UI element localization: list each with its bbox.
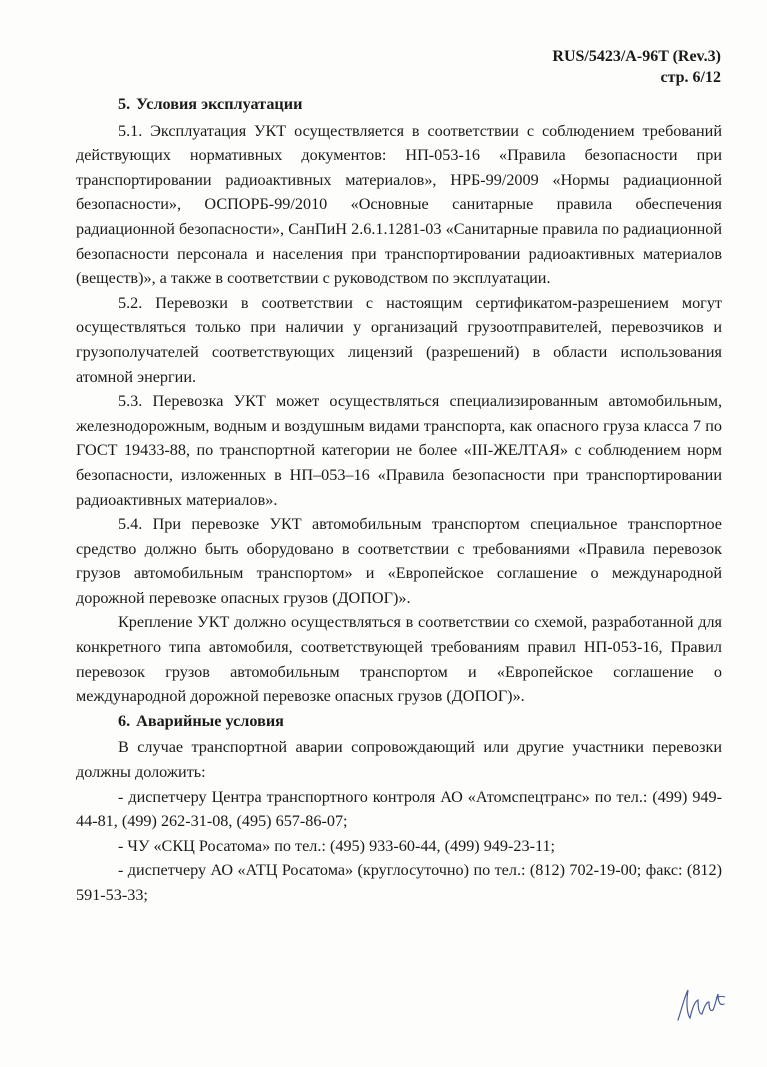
document-id: RUS/5423/A-96T (Rev.3) [552,48,721,65]
section-5-title: Условия эксплуатации [136,95,303,113]
page-header [552,46,721,88]
paragraph-5-1: 5.1. Эксплуатация УКТ осуществляется в соответствии с соблюдением требований действующих нормативных документов: НП-053-16 «Правила безопасности при транспортировании радиоактивных материалов», НРБ-99/2009 «Нормы радиационной безопасности», ОСПОРБ-99/2010 «Основные санитарные правила обеспечения радиационной безопасности», СанПиН 2.6.1.1281-03 «Санитарные правила по радиационной безопасности персонала и населения при транспортировании радиоактивных материалов (веществ)», а также в соответствии с руководством по эксплуатации. [76,121,722,288]
section-6-heading [118,709,722,734]
paragraph-5-3: 5.3. Перевозка УКТ может осуществляться специализированным автомобильным, железнодорожным, водным и воздушным видами транспорта, как опасного груза класса 7 по ГОСТ 19433-88, по транспортной категории не более «III-ЖЕЛТАЯ» с соблюдением норм безопасности, изложенных в НП–053–16 «Правила безопасности при транспортировании радиоактивных материалов». [76,392,722,509]
paragraph-6-1: В случае транспортной аварии сопровождающий или другие участники перевозки должны доложить: [76,738,722,782]
section-5-number: 5. [118,95,131,113]
paragraph-5-2: 5.2. Перевозки в соответствии с настоящим сертификатом-разрешением могут осуществляться только при наличии у организаций грузоотправителей, перевозчиков и грузополучателей соответствующих лицензий (разрешений) в области использования атомной энергии. [76,293,722,386]
section-6-title: Аварийные условия [136,711,284,730]
handwritten-signature [672,980,732,1028]
paragraph-6-2: - диспетчеру Центра транспортного контроля АО «Атомспецтранс» по тел.: (499) 949-44-81, (499) 262-31-08, (495) 657-86-07; [76,787,722,831]
paragraph-6-3: - ЧУ «СКЦ Росатома» по тел.: (495) 933-60-44, (499) 949-23-11; [118,836,556,855]
document-body [76,92,722,908]
section-6-number: 6. [118,711,131,730]
paragraph-5-4: 5.4. При перевозке УКТ автомобильным транспортом специальное транспортное средство должно быть оборудовано в соответствии с требованиями «Правила перевозок грузов автомобильным транспортом» и «Европейское соглашение о международной дорожной перевозке опасных грузов (ДОПОГ)». [76,515,722,607]
paragraph-6-4: - диспетчеру АО «АТЦ Росатома» (круглосуточно) по тел.: (812) 702-19-00; факс: (812) 591-53-33; [76,861,722,904]
section-5-heading [118,92,722,117]
paragraph-5-5: Крепление УКТ должно осуществляться в соответствии со схемой, разработанной для конкретного типа автомобиля, соответствующей требованиям правил НП-053-16, Правил перевозок грузов автомобильным транспортом и «Европейское соглашение о международной дорожной перевозке опасных грузов (ДОПОГ)». [76,613,722,706]
page-number: стр. 6/12 [660,69,721,86]
